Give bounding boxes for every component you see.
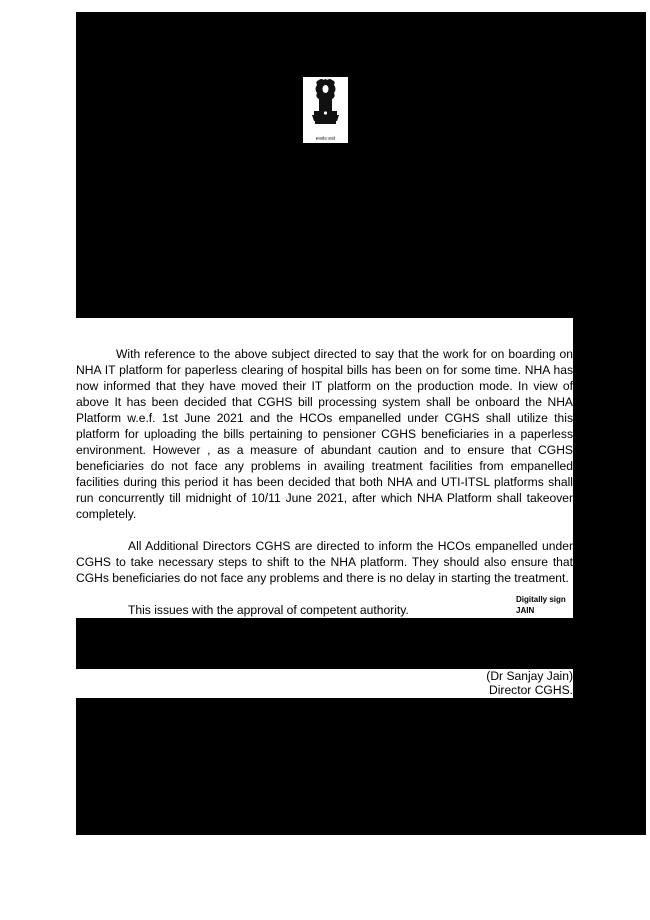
signatory-title: Director CGHS.	[489, 683, 573, 697]
national-emblem-logo	[303, 77, 348, 143]
letter-body	[76, 318, 573, 618]
ashoka-emblem-icon	[303, 77, 348, 135]
digital-signature-stamp	[516, 594, 573, 616]
approval-line: This issues with the approval of competent authority.	[128, 603, 409, 617]
digital-signature-line-2: JAIN	[516, 606, 535, 615]
signatory-name: (Dr Sanjay Jain)	[486, 669, 573, 683]
digital-signature-line-1: Digitally sign	[516, 595, 566, 604]
emblem-motto: सत्यमेव जयते	[315, 136, 336, 141]
body-paragraph-2: All Additional Directors CGHS are directed to inform the HCOs empanelled under CGHS to take necessary steps to shift to the NHA platform. They should also ensure that CGHs beneficiaries do not face any problems and there is no delay in starting the treatment.	[76, 539, 573, 585]
signature-block	[76, 669, 573, 698]
body-paragraph-1: With reference to the above subject directed to say that the work for on boarding on NHA IT platform for paperless clearing of hospital bills has been on for some time. NHA has now informed that they have moved their IT platform on the production mode. In view of above It has been decided that CGHS bill processing system shall be onboard the NHA Platform w.e.f. 1st June 2021 and the HCOs empanelled under CGHS shall utilize this platform for uploading the bills pertaining to pensioner CGHS beneficiaries in a paperless environment. However , as a measure of abundant caution and to ensure that CGHS beneficiaries do not face any problems in availing treatment facilities from empanelled facilities during this period it has been decided that both NHA and UTI-ITSL platforms shall run concurrently till midnight of 10/11 June 2021, after which NHA Platform shall takeover completely.	[76, 347, 573, 521]
